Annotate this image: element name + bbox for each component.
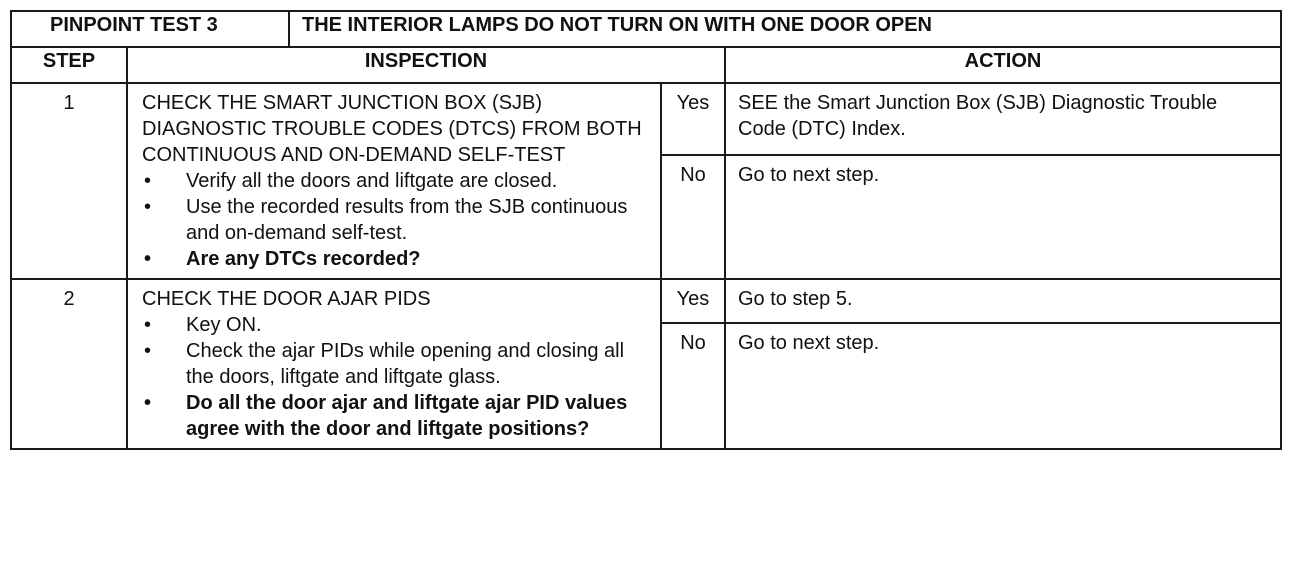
column-header-action: ACTION (725, 47, 1281, 83)
step-question: Are any DTCs recorded? (186, 248, 421, 270)
no-action: Go to next step. (725, 155, 1281, 279)
step-inspection (127, 83, 661, 279)
list-item (142, 390, 652, 442)
bullet-icon: • (144, 314, 152, 336)
step-inspection (127, 279, 661, 449)
no-label: No (661, 155, 725, 279)
bullet-icon: • (144, 248, 152, 270)
bullet-icon: • (144, 170, 152, 192)
pinpoint-test-table (10, 10, 1282, 450)
column-header-row (11, 47, 1281, 83)
yes-label: Yes (661, 83, 725, 155)
list-item (142, 338, 652, 390)
yes-action: SEE the Smart Junction Box (SJB) Diagnostic Trouble Code (DTC) Index. (725, 83, 1281, 155)
bullet-icon: • (144, 196, 152, 218)
bullet-icon: • (144, 340, 152, 362)
yes-label: Yes (661, 279, 725, 323)
step-number: 1 (11, 83, 127, 279)
list-item (142, 168, 652, 194)
yes-action: Go to step 5. (725, 279, 1281, 323)
title-row (11, 11, 1281, 47)
step-bullet-list (142, 312, 652, 442)
no-action: Go to next step. (725, 323, 1281, 449)
step-heading: CHECK THE DOOR AJAR PIDS (142, 288, 431, 310)
list-item (142, 246, 652, 272)
pinpoint-test-page (10, 10, 1280, 450)
bullet-icon: • (144, 392, 152, 414)
column-header-inspection: INSPECTION (127, 47, 725, 83)
bullet-text: Use the recorded results from the SJB continuous and on-demand self-test. (186, 196, 628, 244)
step-bullet-list (142, 168, 652, 272)
list-item (142, 312, 652, 338)
test-title: THE INTERIOR LAMPS DO NOT TURN ON WITH ONE DOOR OPEN (289, 11, 1281, 47)
bullet-text: Check the ajar PIDs while opening and closing all the doors, liftgate and liftgate glass. (186, 340, 625, 388)
no-label: No (661, 323, 725, 449)
list-item (142, 194, 652, 246)
column-header-step: STEP (11, 47, 127, 83)
table-row (11, 83, 1281, 155)
table-row (11, 279, 1281, 323)
step-number: 2 (11, 279, 127, 449)
bullet-text: Verify all the doors and liftgate are closed. (186, 170, 558, 192)
step-question: Do all the door ajar and liftgate ajar PID values agree with the door and liftgate positions? (186, 392, 628, 440)
test-label: PINPOINT TEST 3 (11, 11, 289, 47)
step-heading: CHECK THE SMART JUNCTION BOX (SJB) DIAGNOSTIC TROUBLE CODES (DTCS) FROM BOTH CONTINUOUS AND ON-DEMAND SELF-TEST (142, 92, 642, 166)
bullet-text: Key ON. (186, 314, 262, 336)
